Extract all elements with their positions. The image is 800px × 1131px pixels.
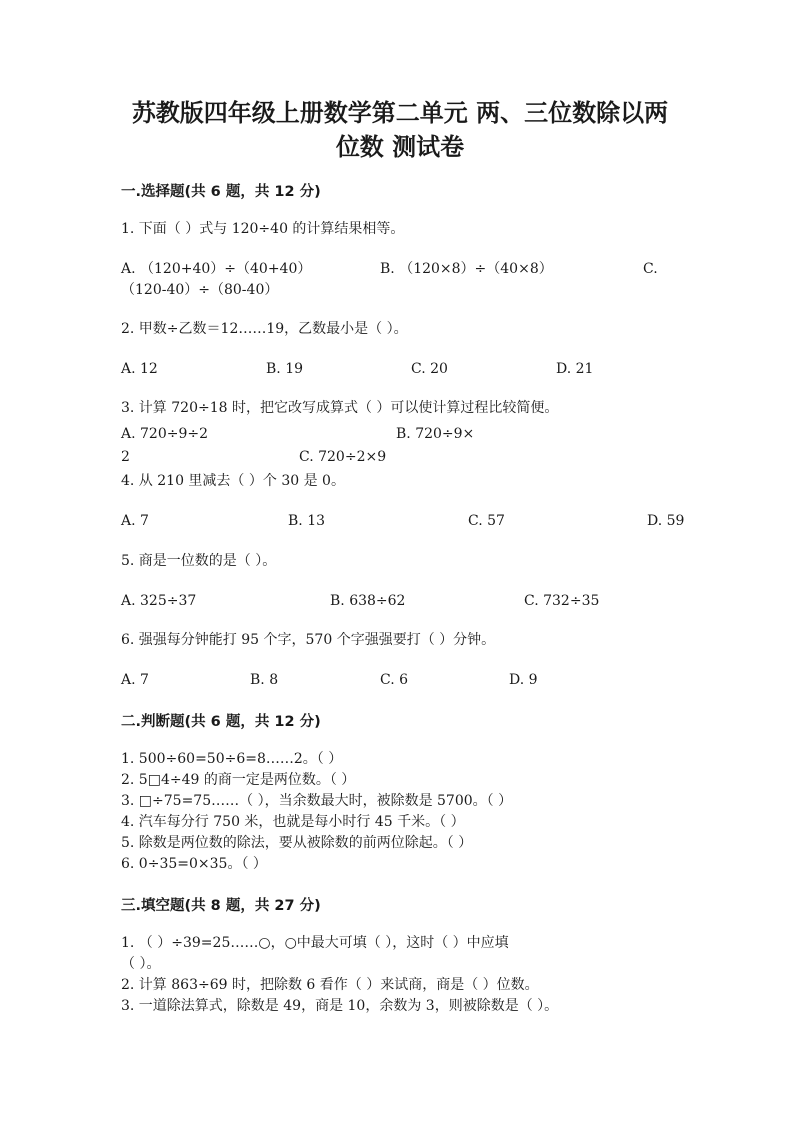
question-1-6-option-b: B. 8 (250, 672, 279, 688)
section-1-heading: 一.选择题(共 6 题，共 12 分) (121, 184, 321, 200)
question-1-1-option-c-label: C. (643, 261, 658, 277)
question-1-4-option-c: C. 57 (468, 513, 505, 529)
fill-item-3: 3. 一道除法算式，除数是 49，商是 10，余数为 3，则被除数是（ ）。 (121, 998, 559, 1014)
question-1-5-stem: 5. 商是一位数的是（ ）。 (121, 553, 277, 569)
judgement-item-2: 2. 5□4÷49 的商一定是两位数。（ ） (121, 772, 356, 788)
question-1-2-option-a: A. 12 (121, 361, 158, 377)
question-1-5-option-c: C. 732÷35 (524, 593, 600, 609)
question-1-3-option-b-cont: 2 (121, 449, 130, 465)
question-1-2-option-d: D. 21 (556, 361, 594, 377)
question-1-3-option-b: B. 720÷9× (396, 426, 475, 442)
question-1-1-stem: 1. 下面（ ）式与 120÷40 的计算结果相等。 (121, 221, 405, 237)
question-1-1-option-c: （120-40）÷（80-40） (121, 282, 279, 298)
question-1-1-option-b: B. （120×8）÷（40×8） (380, 261, 553, 277)
fill-item-1: 1. （ ）÷39=25……○，○中最大可填（ ），这时（ ）中应填 (121, 935, 509, 951)
title-line-1: 苏教版四年级上册数学第二单元 两、三位数除以两 (131, 99, 669, 127)
judgement-item-1: 1. 500÷60=50÷6=8……2。（ ） (121, 751, 343, 767)
judgement-item-3: 3. □÷75=75……（ ），当余数最大时，被除数是 5700。（ ） (121, 793, 513, 809)
question-1-5-option-b: B. 638÷62 (330, 593, 406, 609)
fill-item-1-cont: （ ）。 (121, 956, 161, 972)
question-1-3-stem: 3. 计算 720÷18 时，把它改写成算式（ ）可以使计算过程比较简便。 (121, 400, 559, 416)
title-line-2: 位数 测试卷 (335, 133, 465, 161)
question-1-2-option-c: C. 20 (411, 361, 448, 377)
question-1-6-option-d: D. 9 (509, 672, 538, 688)
question-1-2-option-b: B. 19 (266, 361, 304, 377)
question-1-4-option-d: D. 59 (647, 513, 685, 529)
section-2-heading: 二.判断题(共 6 题，共 12 分) (121, 714, 321, 730)
question-1-4-option-b: B. 13 (288, 513, 326, 529)
question-1-2-stem: 2. 甲数÷乙数＝12……19，乙数最小是（ ）。 (121, 321, 408, 337)
question-1-5-option-a: A. 325÷37 (121, 593, 197, 609)
question-1-3-option-a: A. 720÷9÷2 (121, 426, 209, 442)
question-1-4-stem: 4. 从 210 里减去（ ）个 30 是 0。 (121, 473, 345, 489)
judgement-item-5: 5. 除数是两位数的除法，要从被除数的前两位除起。（ ） (121, 835, 473, 851)
section-3-heading: 三.填空题(共 8 题，共 27 分) (121, 898, 321, 914)
question-1-6-option-c: C. 6 (380, 672, 409, 688)
question-1-6-stem: 6. 强强每分钟能打 95 个字，570 个字强强要打（ ）分钟。 (121, 632, 496, 648)
page-title (100, 96, 700, 164)
question-1-3-option-c: C. 720÷2×9 (299, 449, 387, 465)
judgement-item-6: 6. 0÷35=0×35。（ ） (121, 856, 267, 872)
question-1-4-option-a: A. 7 (121, 513, 149, 529)
question-1-1-option-a: A. （120+40）÷（40+40） (121, 261, 312, 277)
judgement-item-4: 4. 汽车每分行 750 米，也就是每小时行 45 千米。（ ） (121, 814, 465, 830)
question-1-6-option-a: A. 7 (121, 672, 149, 688)
fill-item-2: 2. 计算 863÷69 时，把除数 6 看作（ ）来试商，商是（ ）位数。 (121, 977, 539, 993)
